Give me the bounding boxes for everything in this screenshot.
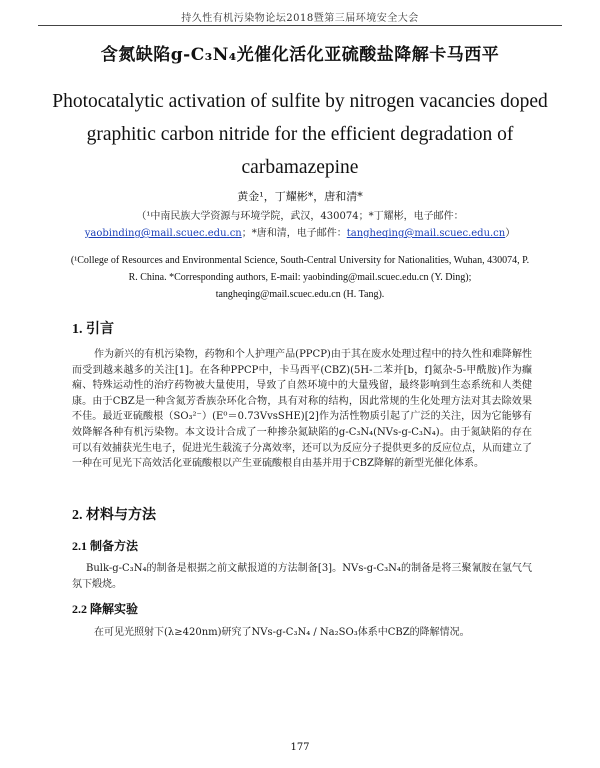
subsection-preparation-title: 2.1 制备方法 bbox=[72, 539, 139, 553]
affiliation-cn-end: ） bbox=[505, 228, 516, 239]
header-rule bbox=[38, 25, 562, 26]
intro-paragraph: 作为新兴的有机污染物，药物和个人护理产品(PPCP)由于其在废水处理过程中的持久性和难降解性而受到越来越多的关注[1]。在各种PPCP中，卡马西平(CBZ)(5H-二苯并[b，f]氮杂-5-甲酰胺)作为癫痫、特殊运动性的治疗药物被大量使用，导致了自然环境中的大量残留，最终影响到生态系统和人类健康。由于CBZ是一种含氮芳香族杂环化合物，具有对称的结构，因此常规的生化处理方法对其去除效果不佳。最近亚硫酸根（SO₃²⁻）(E⁰＝0.73VvsSHE)[2]作为活性物质引起了广泛的关注，因为它能够有效降解各种有机污染物。本文设计合成了一种掺杂氮缺陷的g-C₃N₄(NVs-g-C₃N₄)。由于氮缺陷的存在可以有效捕获光生电子，促进光生载流子分离效率，还可以为反应分子提供更多的反应位点，从而建立了一种在可见光下高效活化亚硫酸根以产生亚硫酸根自由基并用于CBZ降解的新型光催化体系。 bbox=[72, 349, 532, 470]
running-header: 持久性有机污染物论坛2018暨第三届环境安全大会 bbox=[181, 13, 419, 24]
title-chinese: 含氮缺陷g-C₃N₄光催化活化亚硫酸盐降解卡马西平 bbox=[100, 45, 500, 65]
email-link-tang[interactable]: tangheqing@mail.scuec.edu.cn bbox=[346, 228, 506, 239]
author-list: 黄金¹，丁耀彬*，唐和清* bbox=[237, 190, 363, 203]
affiliation-cn-mid: ；*唐和清，电子邮件： bbox=[241, 228, 347, 239]
title-english: Photocatalytic activation of sulfite by nitrogen vacancies doped graphitic carbon nitride for the efficient degradation of carbamazepine bbox=[52, 91, 548, 178]
email-link-ding[interactable]: yaobinding@mail.scuec.edu.cn bbox=[84, 228, 242, 239]
subsection-degradation-title: 2.2 降解实验 bbox=[72, 602, 139, 616]
affiliation-english: (¹College of Resources and Environmental Science, South-Central University for Nationalities, Wuhan, 430074, P. R. China. *Corresponding authors, E-mail: yaobinding@mail.scuec.edu.cn (Y. Ding); tangheqing@mail.scuec.edu.cn (H. Tang). bbox=[70, 255, 530, 300]
affiliation-cn-text: （¹中南民族大学资源与环境学院，武汉，430074；*丁耀彬，电子邮件： bbox=[136, 211, 464, 222]
page-number: 177 bbox=[290, 742, 310, 753]
section-intro-title: 1. 引言 bbox=[72, 322, 114, 337]
degradation-paragraph: 在可见光照射下(λ≥420nm)研究了NVs-g-C₃N₄ / Na₂SO₃体系中CBZ的降解情况。 bbox=[94, 627, 470, 638]
preparation-paragraph: Bulk-g-C₃N₄的制备是根据之前文献报道的方法制备[3]。NVs-g-C₃N₄的制备是将三聚氰胺在氩气气氛下煅烧。 bbox=[72, 563, 532, 590]
section-methods-title: 2. 材料与方法 bbox=[72, 508, 156, 523]
affiliation-chinese bbox=[60, 208, 540, 242]
